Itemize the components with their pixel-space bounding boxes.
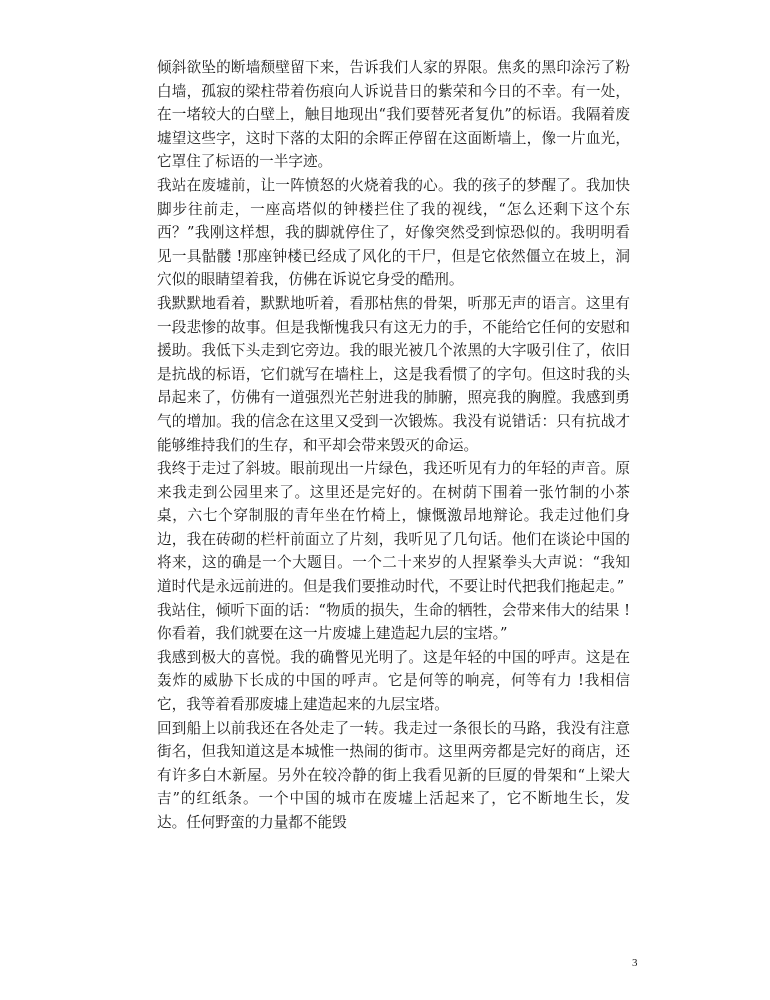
paragraph: 我感到极大的喜悦。我的确瞥见光明了。这是年轻的中国的呼声。这是在轰炸的威胁下长成的中国的呼声。它是何等的响亮，何等有力 !我相信它，我等着看那废墟上建造起来的九层宝塔。 xyxy=(157,648,630,714)
body-text xyxy=(157,56,630,835)
paragraph: 回到船上以前我还在各处走了一转。我走过一条很长的马路，我没有注意街名，但我知道这是本城惟一热闹的街市。这里两旁都是完好的商店，还有许多白木新屋。另外在较冷静的街上我看见新的巨厦的骨架和“上梁大吉”的红纸条。一个中国的城市在废墟上活起来了，它不断地生长，发达。任何野蛮的力量都不能毁 xyxy=(157,719,630,831)
paragraph: 我站在废墟前，让一阵愤怒的火烧着我的心。我的孩子的梦醒了。我加快脚步往前走，一座高塔似的钟楼拦住了我的视线，“怎么还剩下这个东西？”我刚这样想，我的脚就停住了，好像突然受到惊恐似的。我明明看见一具骷髅 !那座钟楼已经成了风化的干尸，但是它依然僵立在坡上，洞穴似的眼睛望着我，仿佛在诉说它身受的酷刑。 xyxy=(157,176,630,289)
paragraph: 我默默地看着，默默地听着，看那枯焦的骨架，听那无声的语言。这里有一段悲惨的故事。但是我惭愧我只有这无力的手，不能给它任何的安慰和援助。我低下头走到它旁边。我的眼光被几个浓黑的大字吸引住了，依旧是抗战的标语，它们就写在墙柱上，这是我看惯了的字句。但这时我的头昂起来了，仿佛有一道强烈光芒射进我的肺腑，照亮我的胸膛。我感到勇气的增加。我的信念在这里又受到一次锻炼。我没有说错话：只有抗战才能够维持我们的生存，和平却会带来毁灭的命运。 xyxy=(157,294,630,454)
paragraph: 倾斜欲坠的断墙颓壁留下来，告诉我们人家的界限。焦炙的黑印涂污了粉白墙，孤寂的梁柱带着伤痕向人诉说昔日的紫荣和今日的不幸。有一处，在一堵较大的白壁上，触目地现出“我们要替死者复仇”的标语。我隔着废墟望这些字，这时下落的太阳的余晖正停留在这面断墙上，像一片血光，它罩住了标语的一半字迹。 xyxy=(157,59,630,171)
paragraph: 我站住，倾听下面的话：“物质的损失，生命的牺牲，会带来伟大的结果 !你看着，我们就要在这一片废墟上建造起九层的宝塔。” xyxy=(157,601,630,643)
paragraph: 我终于走过了斜坡。眼前现出一片绿色，我还听见有力的年轻的声音。原来我走到公园里来了。这里还是完好的。在树荫下围着一张竹制的小茶桌，六七个穿制服的青年坐在竹椅上，慷慨激昂地辩论。我走过他们身边，我在砖砌的栏杆前面立了片刻，我听见了几句话。他们在谈论中国的将来，这的确是一个大题目。一个二十来岁的人捏紧拳头大声说：“我知道时代是永远前进的。但是我们要推动时代，不要让时代把我们拖起走。” xyxy=(157,460,630,596)
page-number: 3 xyxy=(632,957,638,969)
